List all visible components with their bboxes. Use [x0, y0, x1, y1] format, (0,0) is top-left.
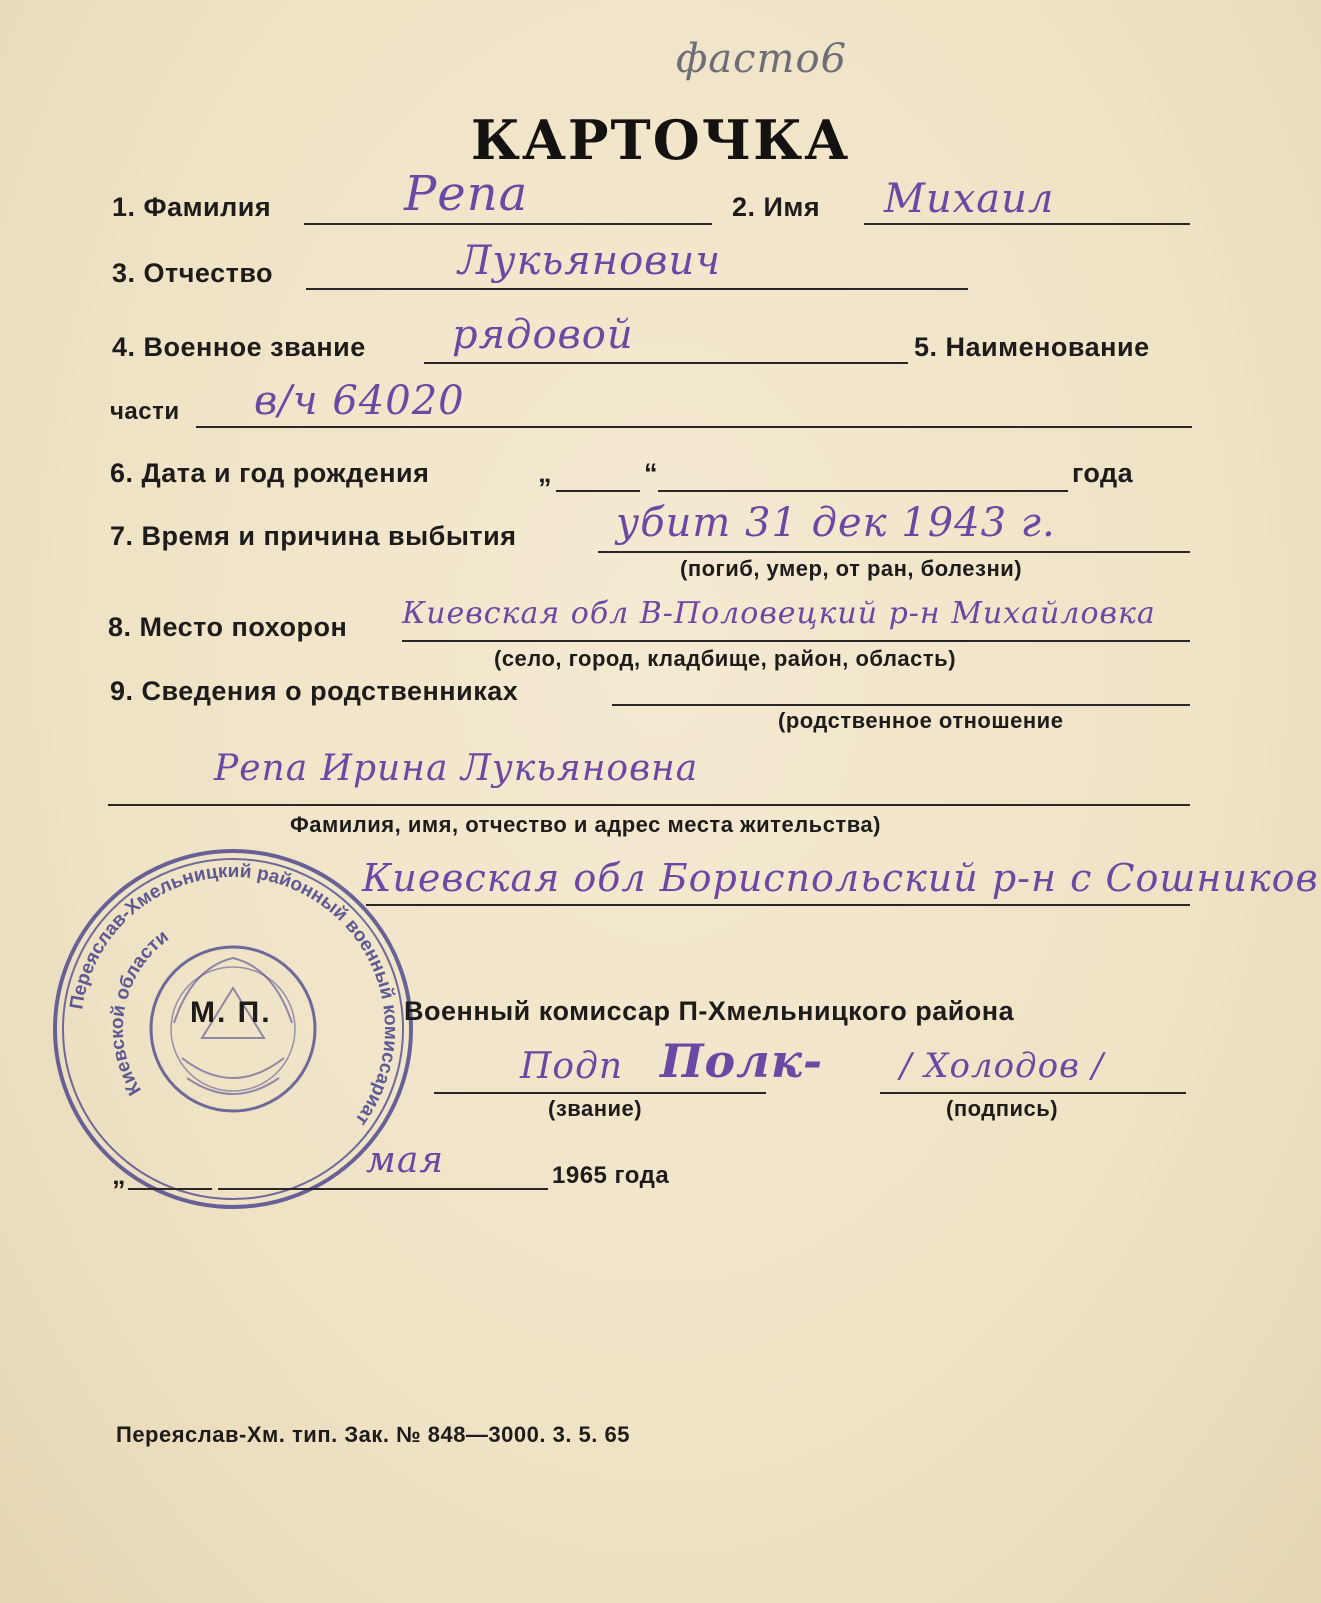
birth-quote-close: “ [644, 458, 658, 488]
death-line [598, 551, 1190, 553]
birth-year-line [658, 490, 1068, 492]
death-hint: (погиб, умер, от ран, болезни) [680, 556, 1023, 581]
death-label: 7. Время и причина выбытия [110, 521, 517, 551]
card-title: КАРТОЧКА [470, 108, 851, 172]
patronymic-value: Лукьянович [458, 238, 722, 284]
death-value: убит 31 дек 1943 г. [616, 500, 1056, 546]
date-month-line [218, 1188, 548, 1190]
burial-label: 8. Место похорон [108, 612, 348, 642]
relatives-hint: (родственное отношение [778, 708, 1064, 733]
commissar-rank-value: Подп [520, 1046, 624, 1087]
name-line [864, 223, 1190, 225]
commissar-label: Военный комиссар П-Хмельницкого района [404, 996, 1015, 1026]
date-month-value: мая [366, 1140, 445, 1181]
commissar-signature: / Холодов / [900, 1046, 1105, 1086]
name-label: 2. Имя [732, 192, 821, 222]
unit-value: в/ч 64020 [254, 378, 465, 424]
stamp-inner-text: Киевской области [106, 926, 173, 1099]
name-value: Михаил [884, 176, 1055, 222]
stamp-center-label: М. П. [190, 996, 272, 1029]
printer-imprint: Переяслав-Хм. тип. Зак. № 848—3000. 3. 5. 65 [116, 1422, 630, 1447]
unit-line [196, 426, 1192, 428]
burial-hint: (село, город, кладбище, район, область) [494, 646, 957, 671]
relative-address-line [366, 904, 1190, 906]
birth-year-suffix: года [1072, 458, 1134, 488]
surname-label: 1. Фамилия [112, 192, 272, 222]
relative-name: Репа Ирина Лукьяновна [214, 748, 699, 789]
date-year-text: 1965 года [552, 1162, 670, 1189]
birth-day-line [556, 490, 640, 492]
commissar-rank-hint: (звание) [548, 1096, 643, 1121]
commissar-signature-hint: (подпись) [946, 1096, 1059, 1121]
surname-line [304, 223, 712, 225]
unit-label-a: 5. Наименование [914, 332, 1150, 362]
surname-value: Репа [404, 166, 529, 222]
commissar-rank-value-2: Полк- [660, 1034, 824, 1088]
commissar-rank-line [434, 1092, 766, 1094]
date-day-line [128, 1188, 212, 1190]
patronymic-label: 3. Отчество [112, 258, 274, 288]
unit-label-b: части [110, 398, 180, 425]
top-handwritten-note: фасто6 [676, 36, 848, 82]
patronymic-line [306, 288, 968, 290]
relatives-line [612, 704, 1190, 706]
rank-label: 4. Военное звание [112, 332, 366, 362]
birth-label: 6. Дата и год рождения [110, 458, 430, 488]
burial-line [402, 640, 1190, 642]
burial-value: Киевская обл В-Половецкий р-н Михайловка [402, 596, 1156, 631]
relative-hint: Фамилия, имя, отчество и адрес места жительства) [290, 812, 881, 837]
commissar-signature-line [880, 1092, 1186, 1094]
stamp-outer-text: Переяслав-Хмельницкий районный военный комиссариат [66, 860, 402, 1130]
relatives-label: 9. Сведения о родственниках [110, 676, 519, 706]
rank-line [424, 362, 908, 364]
birth-quote-open: „ [538, 458, 552, 488]
relative-name-line [108, 804, 1190, 806]
rank-value: рядовой [452, 312, 634, 358]
date-quote: „ [112, 1160, 126, 1190]
relative-address: Киевская обл Бориспольский р-н с Сошников [362, 856, 1319, 900]
